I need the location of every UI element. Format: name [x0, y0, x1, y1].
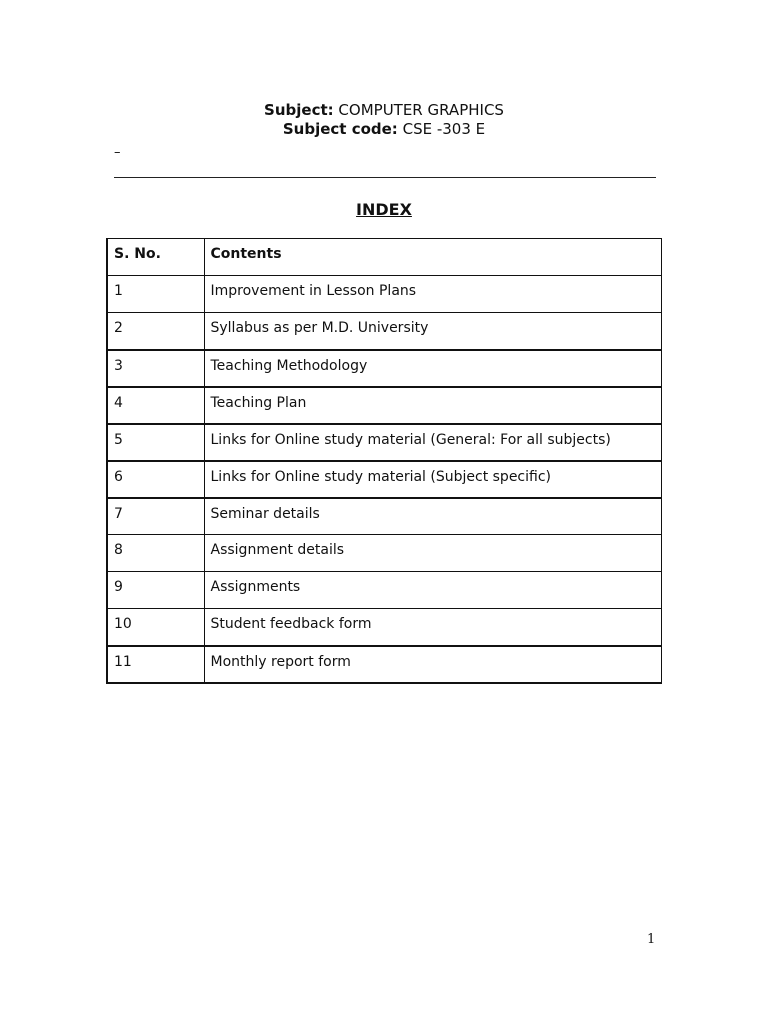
row-content: Links for Online study material (General: For all subjects): [204, 424, 662, 461]
row-number: 10: [107, 609, 204, 646]
row-number: 9: [107, 572, 204, 609]
index-title: INDEX: [356, 200, 412, 219]
row-content: Student feedback form: [204, 609, 662, 646]
column-header-contents: Contents: [204, 239, 662, 276]
row-content: Links for Online study material (Subject specific): [204, 461, 662, 498]
dash-mark: –: [114, 145, 121, 160]
row-content: Assignment details: [204, 535, 662, 572]
table-row: [107, 350, 662, 387]
row-content: Seminar details: [204, 498, 662, 535]
row-content: Syllabus as per M.D. University: [204, 313, 662, 350]
row-content: Teaching Plan: [204, 387, 662, 424]
table-row: [107, 646, 662, 683]
subject-value: COMPUTER GRAPHICS: [338, 101, 504, 119]
table-row: [107, 535, 662, 572]
row-content: Teaching Methodology: [204, 350, 662, 387]
table-header-row: [107, 239, 662, 276]
row-number: 8: [107, 535, 204, 572]
table-row: [107, 424, 662, 461]
subject-label: Subject:: [264, 101, 334, 119]
table-row: [107, 387, 662, 424]
subject-line: [0, 101, 768, 120]
row-number: 2: [107, 313, 204, 350]
table-row: [107, 313, 662, 350]
table-row: [107, 276, 662, 313]
subject-code-line: [0, 120, 768, 139]
table-row: [107, 572, 662, 609]
row-number: 1: [107, 276, 204, 313]
row-number: 6: [107, 461, 204, 498]
row-number: 4: [107, 387, 204, 424]
subject-code-value: CSE -303 E: [402, 120, 486, 138]
column-header-sno: S. No.: [107, 239, 204, 276]
page-number: 1: [647, 932, 656, 947]
subject-code-label: Subject code:: [282, 120, 398, 138]
row-content: Monthly report form: [204, 646, 662, 683]
table-row: [107, 609, 662, 646]
row-number: 11: [107, 646, 204, 683]
row-number: 5: [107, 424, 204, 461]
row-number: 7: [107, 498, 204, 535]
table-row: [107, 461, 662, 498]
index-table: [106, 238, 662, 684]
table-row: [107, 498, 662, 535]
document-header: [0, 101, 768, 139]
row-content: Assignments: [204, 572, 662, 609]
row-content: Improvement in Lesson Plans: [204, 276, 662, 313]
row-number: 3: [107, 350, 204, 387]
horizontal-rule: [114, 177, 656, 178]
